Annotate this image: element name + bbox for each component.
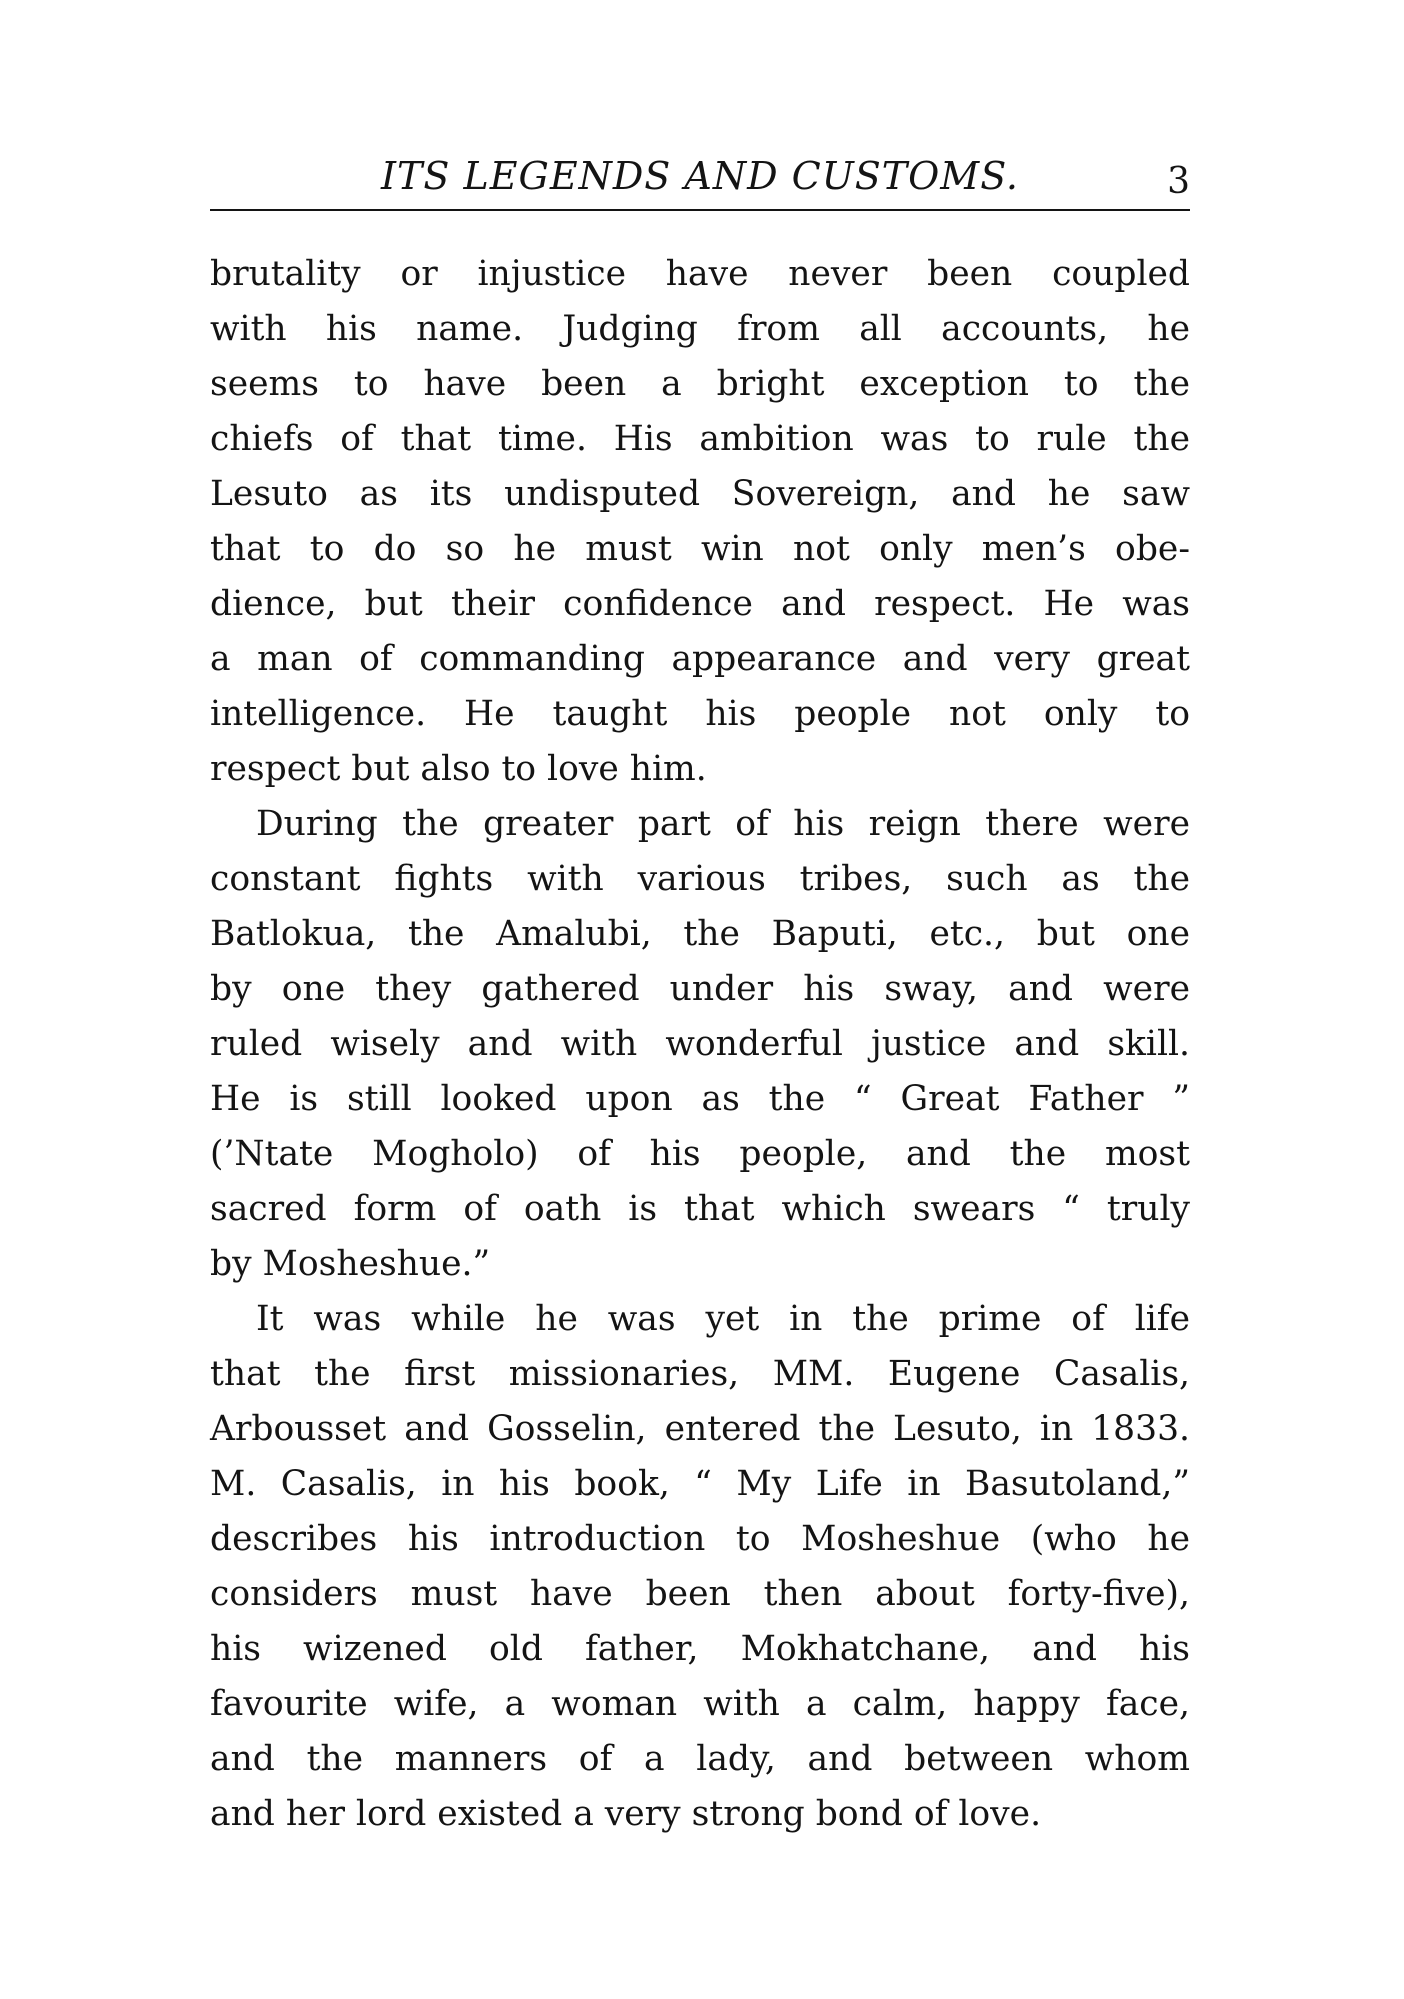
- text-line: dience, but their confidence and respect. He was: [210, 584, 1190, 624]
- text-line: a man of commanding appearance and very great: [210, 639, 1190, 679]
- text-line: constant fights with various tribes, such as the: [210, 859, 1190, 899]
- text-line: During the greater part of his reign there were: [256, 804, 1190, 844]
- text-line: describes his introduction to Mosheshue (who he: [210, 1519, 1190, 1559]
- text-line: (’Ntate Mogholo) of his people, and the most: [210, 1134, 1190, 1174]
- text-line: with his name. Judging from all accounts, he: [210, 309, 1190, 349]
- text-line: that to do so he must win not only men’s obe-: [210, 529, 1190, 569]
- text-line: chiefs of that time. His ambition was to rule the: [210, 419, 1190, 459]
- text-line: seems to have been a bright exception to the: [210, 364, 1190, 404]
- text-line: and the manners of a lady, and between whom: [210, 1739, 1190, 1779]
- text-line: that the first missionaries, MM. Eugene Casalis,: [210, 1354, 1190, 1394]
- text-line: Lesuto as its undisputed Sovereign, and he saw: [210, 474, 1190, 514]
- text-line: considers must have been then about forty-five),: [210, 1574, 1190, 1614]
- text-line: brutality or injustice have never been coupled: [210, 254, 1190, 294]
- page-number: 3: [1167, 161, 1190, 202]
- running-title: ITS LEGENDS AND CUSTOMS.: [381, 154, 1019, 198]
- running-header: [210, 148, 1190, 208]
- text-line: It was while he was yet in the prime of life: [256, 1299, 1190, 1339]
- body-text: [210, 247, 1190, 1842]
- text-line: respect but also to love him.: [210, 749, 707, 789]
- text-line: by one they gathered under his sway, and were: [210, 969, 1190, 1009]
- text-line: Batlokua, the Amalubi, the Baputi, etc., but one: [210, 914, 1190, 954]
- paragraph-2: [210, 797, 1190, 1292]
- text-line: his wizened old father, Mokhatchane, and his: [210, 1629, 1190, 1669]
- text-line: and her lord existed a very strong bond of love.: [210, 1794, 1042, 1834]
- text-line: He is still looked upon as the “ Great Father ”: [210, 1079, 1190, 1119]
- text-line: ruled wisely and with wonderful justice and skill.: [210, 1024, 1190, 1064]
- text-line: favourite wife, a woman with a calm, happy face,: [210, 1684, 1190, 1724]
- paragraph-3: [210, 1292, 1190, 1842]
- header-rule: [210, 209, 1190, 211]
- text-line: Arbousset and Gosselin, entered the Lesuto, in 1833.: [210, 1409, 1190, 1449]
- text-line: intelligence. He taught his people not only to: [210, 694, 1190, 734]
- text-line: M. Casalis, in his book, “ My Life in Basutoland,”: [210, 1464, 1190, 1504]
- text-line: by Mosheshue.”: [210, 1244, 491, 1284]
- paragraph-1: [210, 247, 1190, 797]
- text-line: sacred form of oath is that which swears “ truly: [210, 1189, 1190, 1229]
